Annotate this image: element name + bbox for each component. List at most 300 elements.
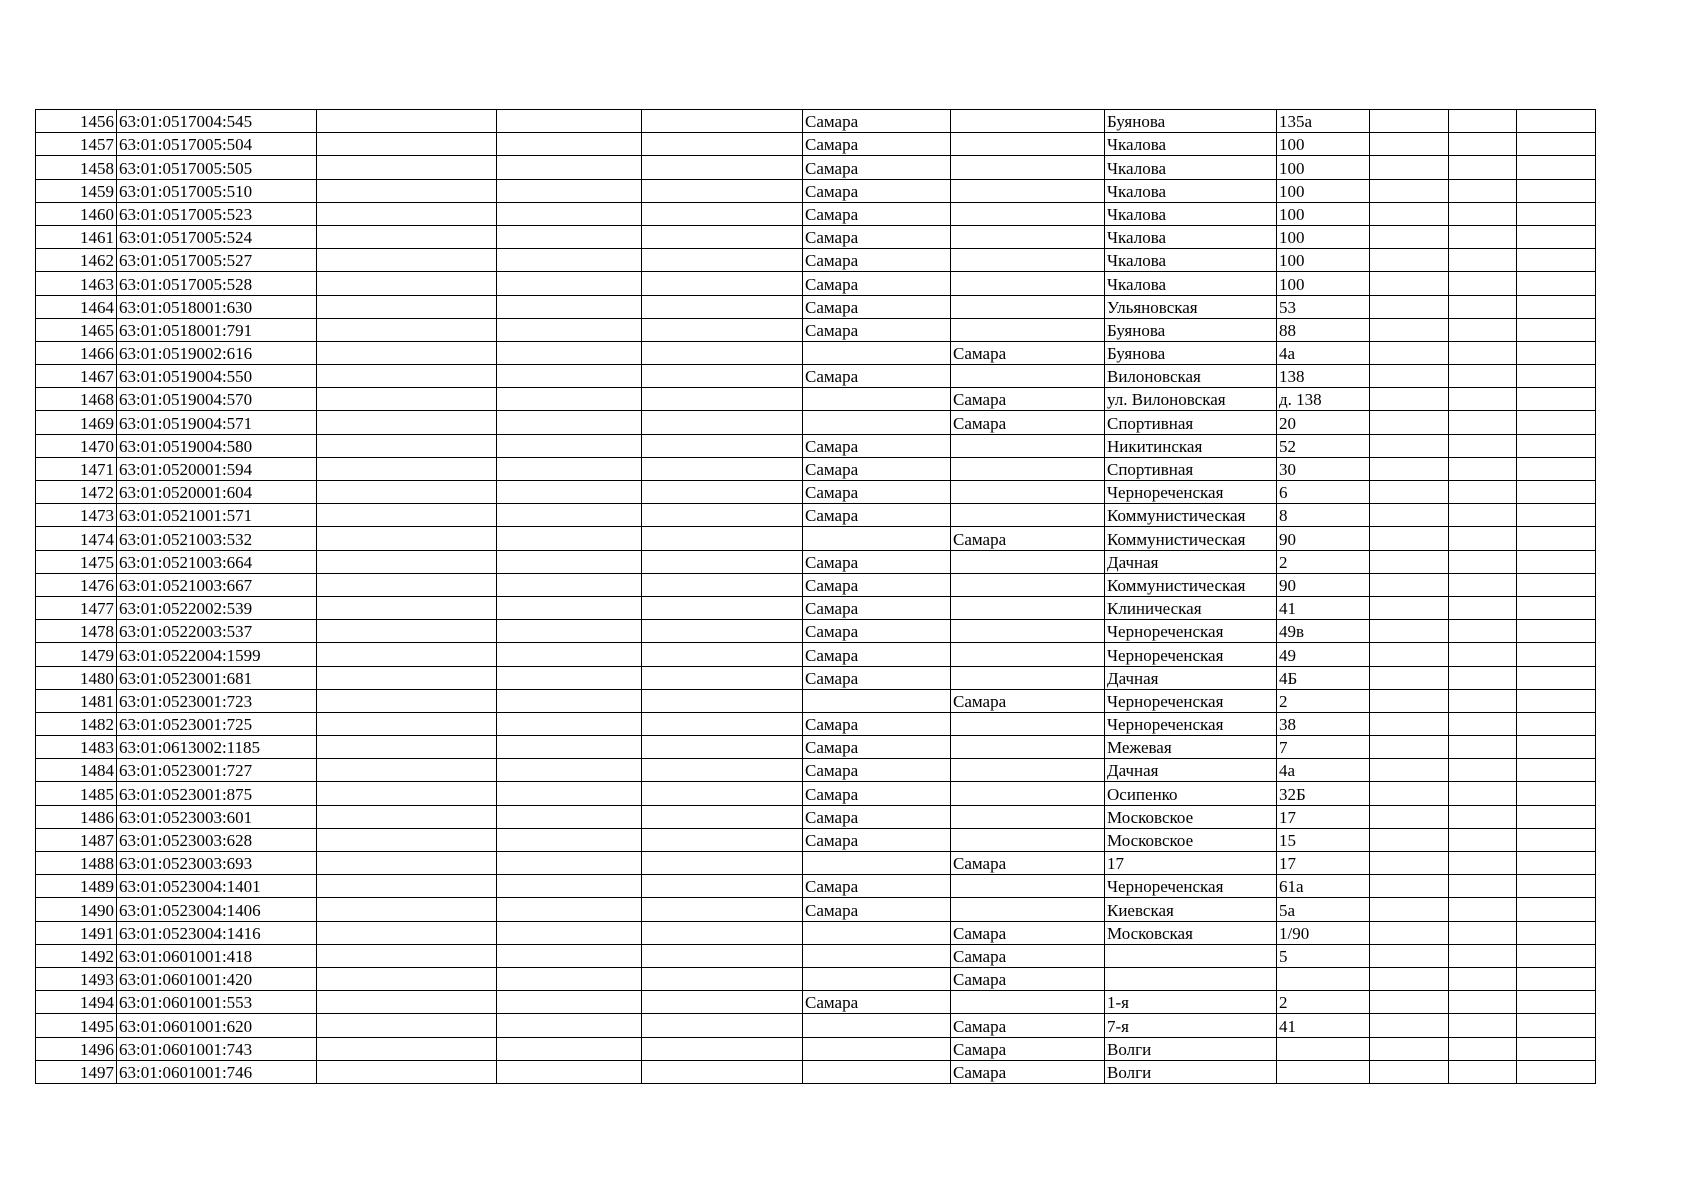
locality-cell: Самара — [951, 1060, 1105, 1083]
table-row — [36, 921, 1596, 944]
empty-cell-12 — [1517, 457, 1596, 480]
empty-cell-11 — [1449, 550, 1517, 573]
row-number-cell: 1456 — [36, 110, 117, 133]
city-cell: Самара — [803, 202, 951, 225]
empty-cell-4 — [497, 967, 642, 990]
empty-cell-10 — [1370, 272, 1449, 295]
locality-cell — [951, 875, 1105, 898]
empty-cell-12 — [1517, 295, 1596, 318]
empty-cell-5 — [642, 550, 803, 573]
empty-cell-12 — [1517, 249, 1596, 272]
empty-cell-4 — [497, 504, 642, 527]
empty-cell-4 — [497, 481, 642, 504]
row-number-cell: 1484 — [36, 759, 117, 782]
table-row — [36, 782, 1596, 805]
row-number-cell: 1467 — [36, 365, 117, 388]
empty-cell-11 — [1449, 318, 1517, 341]
table-row — [36, 272, 1596, 295]
row-number-cell: 1487 — [36, 828, 117, 851]
empty-cell-4 — [497, 596, 642, 619]
empty-cell-4 — [497, 527, 642, 550]
empty-cell-10 — [1370, 573, 1449, 596]
empty-cell-5 — [642, 782, 803, 805]
empty-cell-3 — [317, 712, 497, 735]
city-cell: Самара — [803, 434, 951, 457]
house-number-cell: 138 — [1277, 365, 1370, 388]
empty-cell-5 — [642, 596, 803, 619]
row-number-cell: 1469 — [36, 411, 117, 434]
city-cell: Самара — [803, 272, 951, 295]
empty-cell-11 — [1449, 852, 1517, 875]
locality-cell: Самара — [951, 944, 1105, 967]
table-row — [36, 133, 1596, 156]
empty-cell-3 — [317, 457, 497, 480]
cadastral-number-cell: 63:01:0518001:791 — [117, 318, 317, 341]
house-number-cell: 2 — [1277, 550, 1370, 573]
cadastral-number-cell: 63:01:0523003:693 — [117, 852, 317, 875]
row-number-cell: 1492 — [36, 944, 117, 967]
row-number-cell: 1459 — [36, 179, 117, 202]
empty-cell-10 — [1370, 852, 1449, 875]
empty-cell-4 — [497, 225, 642, 248]
empty-cell-4 — [497, 875, 642, 898]
empty-cell-3 — [317, 179, 497, 202]
house-number-cell: 17 — [1277, 852, 1370, 875]
table-row — [36, 434, 1596, 457]
table-row — [36, 689, 1596, 712]
empty-cell-5 — [642, 156, 803, 179]
row-number-cell: 1480 — [36, 666, 117, 689]
empty-cell-12 — [1517, 1014, 1596, 1037]
empty-cell-10 — [1370, 249, 1449, 272]
cadastral-number-cell: 63:01:0517005:505 — [117, 156, 317, 179]
empty-cell-12 — [1517, 875, 1596, 898]
empty-cell-11 — [1449, 504, 1517, 527]
empty-cell-5 — [642, 643, 803, 666]
locality-cell — [951, 179, 1105, 202]
street-cell: Чернореченская — [1105, 712, 1277, 735]
empty-cell-12 — [1517, 527, 1596, 550]
city-cell — [803, 1014, 951, 1037]
empty-cell-5 — [642, 341, 803, 364]
row-number-cell: 1488 — [36, 852, 117, 875]
empty-cell-10 — [1370, 967, 1449, 990]
empty-cell-5 — [642, 921, 803, 944]
locality-cell: Самара — [951, 967, 1105, 990]
city-cell: Самара — [803, 712, 951, 735]
house-number-cell: 100 — [1277, 272, 1370, 295]
table-row — [36, 179, 1596, 202]
empty-cell-3 — [317, 689, 497, 712]
empty-cell-3 — [317, 991, 497, 1014]
empty-cell-12 — [1517, 620, 1596, 643]
locality-cell — [951, 481, 1105, 504]
empty-cell-4 — [497, 365, 642, 388]
house-number-cell: 20 — [1277, 411, 1370, 434]
empty-cell-4 — [497, 133, 642, 156]
row-number-cell: 1474 — [36, 527, 117, 550]
city-cell: Самара — [803, 156, 951, 179]
empty-cell-11 — [1449, 1060, 1517, 1083]
cadastral-number-cell: 63:01:0523001:727 — [117, 759, 317, 782]
cadastral-number-cell: 63:01:0523004:1416 — [117, 921, 317, 944]
empty-cell-5 — [642, 388, 803, 411]
cadastral-number-cell: 63:01:0517005:528 — [117, 272, 317, 295]
cadastral-number-cell: 63:01:0521003:532 — [117, 527, 317, 550]
empty-cell-5 — [642, 1014, 803, 1037]
empty-cell-12 — [1517, 272, 1596, 295]
cadastral-number-cell: 63:01:0517005:504 — [117, 133, 317, 156]
cadastral-number-cell: 63:01:0519004:580 — [117, 434, 317, 457]
empty-cell-5 — [642, 365, 803, 388]
empty-cell-5 — [642, 852, 803, 875]
street-cell: Дачная — [1105, 759, 1277, 782]
empty-cell-10 — [1370, 736, 1449, 759]
row-number-cell: 1495 — [36, 1014, 117, 1037]
locality-cell: Самара — [951, 527, 1105, 550]
row-number-cell: 1463 — [36, 272, 117, 295]
table-row — [36, 225, 1596, 248]
empty-cell-12 — [1517, 411, 1596, 434]
row-number-cell: 1466 — [36, 341, 117, 364]
empty-cell-3 — [317, 318, 497, 341]
house-number-cell: 100 — [1277, 225, 1370, 248]
empty-cell-3 — [317, 388, 497, 411]
row-number-cell: 1497 — [36, 1060, 117, 1083]
street-cell: Буянова — [1105, 110, 1277, 133]
row-number-cell: 1461 — [36, 225, 117, 248]
empty-cell-4 — [497, 249, 642, 272]
empty-cell-10 — [1370, 666, 1449, 689]
empty-cell-10 — [1370, 388, 1449, 411]
empty-cell-3 — [317, 295, 497, 318]
empty-cell-10 — [1370, 411, 1449, 434]
empty-cell-11 — [1449, 944, 1517, 967]
street-cell: Чернореченская — [1105, 875, 1277, 898]
empty-cell-4 — [497, 341, 642, 364]
empty-cell-11 — [1449, 643, 1517, 666]
table-row — [36, 504, 1596, 527]
locality-cell: Самара — [951, 852, 1105, 875]
empty-cell-12 — [1517, 805, 1596, 828]
empty-cell-3 — [317, 527, 497, 550]
empty-cell-4 — [497, 898, 642, 921]
locality-cell: Самара — [951, 689, 1105, 712]
city-cell: Самара — [803, 643, 951, 666]
empty-cell-10 — [1370, 1060, 1449, 1083]
empty-cell-10 — [1370, 156, 1449, 179]
empty-cell-10 — [1370, 782, 1449, 805]
empty-cell-10 — [1370, 944, 1449, 967]
empty-cell-3 — [317, 504, 497, 527]
house-number-cell: 53 — [1277, 295, 1370, 318]
empty-cell-3 — [317, 272, 497, 295]
city-cell: Самара — [803, 805, 951, 828]
empty-cell-5 — [642, 967, 803, 990]
locality-cell: Самара — [951, 1037, 1105, 1060]
empty-cell-10 — [1370, 1014, 1449, 1037]
empty-cell-3 — [317, 620, 497, 643]
empty-cell-5 — [642, 457, 803, 480]
empty-cell-5 — [642, 295, 803, 318]
locality-cell — [951, 133, 1105, 156]
empty-cell-5 — [642, 573, 803, 596]
empty-cell-3 — [317, 921, 497, 944]
street-cell: Межевая — [1105, 736, 1277, 759]
street-cell — [1105, 944, 1277, 967]
table-row — [36, 736, 1596, 759]
house-number-cell: 32Б — [1277, 782, 1370, 805]
table-row — [36, 666, 1596, 689]
locality-cell — [951, 898, 1105, 921]
city-cell — [803, 411, 951, 434]
empty-cell-4 — [497, 110, 642, 133]
street-cell: Чернореченская — [1105, 481, 1277, 504]
city-cell: Самара — [803, 550, 951, 573]
empty-cell-4 — [497, 736, 642, 759]
empty-cell-12 — [1517, 341, 1596, 364]
empty-cell-5 — [642, 249, 803, 272]
empty-cell-3 — [317, 805, 497, 828]
empty-cell-12 — [1517, 596, 1596, 619]
empty-cell-10 — [1370, 110, 1449, 133]
empty-cell-3 — [317, 481, 497, 504]
empty-cell-11 — [1449, 666, 1517, 689]
city-cell: Самара — [803, 666, 951, 689]
street-cell: Дачная — [1105, 666, 1277, 689]
empty-cell-4 — [497, 1060, 642, 1083]
cadastral-number-cell: 63:01:0517005:510 — [117, 179, 317, 202]
locality-cell: Самара — [951, 341, 1105, 364]
empty-cell-10 — [1370, 341, 1449, 364]
empty-cell-4 — [497, 689, 642, 712]
locality-cell — [951, 295, 1105, 318]
empty-cell-11 — [1449, 712, 1517, 735]
cadastral-number-cell: 63:01:0519004:571 — [117, 411, 317, 434]
cadastral-number-cell: 63:01:0522004:1599 — [117, 643, 317, 666]
cadastral-number-cell: 63:01:0523004:1401 — [117, 875, 317, 898]
street-cell: Чкалова — [1105, 133, 1277, 156]
empty-cell-5 — [642, 736, 803, 759]
empty-cell-12 — [1517, 991, 1596, 1014]
house-number-cell: 49 — [1277, 643, 1370, 666]
empty-cell-12 — [1517, 782, 1596, 805]
empty-cell-3 — [317, 643, 497, 666]
empty-cell-11 — [1449, 620, 1517, 643]
empty-cell-12 — [1517, 481, 1596, 504]
table-row — [36, 1037, 1596, 1060]
empty-cell-11 — [1449, 388, 1517, 411]
house-number-cell: 2 — [1277, 991, 1370, 1014]
locality-cell — [951, 202, 1105, 225]
cadastral-number-cell: 63:01:0517005:524 — [117, 225, 317, 248]
city-cell — [803, 921, 951, 944]
empty-cell-5 — [642, 1060, 803, 1083]
empty-cell-11 — [1449, 365, 1517, 388]
locality-cell — [951, 318, 1105, 341]
empty-cell-10 — [1370, 202, 1449, 225]
empty-cell-5 — [642, 527, 803, 550]
empty-cell-3 — [317, 1060, 497, 1083]
empty-cell-4 — [497, 620, 642, 643]
locality-cell — [951, 643, 1105, 666]
city-cell — [803, 689, 951, 712]
empty-cell-3 — [317, 202, 497, 225]
row-number-cell: 1477 — [36, 596, 117, 619]
empty-cell-4 — [497, 852, 642, 875]
cadastral-number-cell: 63:01:0613002:1185 — [117, 736, 317, 759]
empty-cell-4 — [497, 1037, 642, 1060]
city-cell: Самара — [803, 991, 951, 1014]
empty-cell-10 — [1370, 875, 1449, 898]
empty-cell-10 — [1370, 643, 1449, 666]
empty-cell-4 — [497, 643, 642, 666]
locality-cell: Самара — [951, 1014, 1105, 1037]
empty-cell-10 — [1370, 898, 1449, 921]
locality-cell — [951, 712, 1105, 735]
empty-cell-12 — [1517, 712, 1596, 735]
house-number-cell: 100 — [1277, 133, 1370, 156]
city-cell: Самара — [803, 782, 951, 805]
cadastral-number-cell: 63:01:0521003:664 — [117, 550, 317, 573]
cadastral-number-cell: 63:01:0522002:539 — [117, 596, 317, 619]
empty-cell-11 — [1449, 225, 1517, 248]
cadastral-number-cell: 63:01:0523003:628 — [117, 828, 317, 851]
empty-cell-10 — [1370, 504, 1449, 527]
cadastral-number-cell: 63:01:0523001:725 — [117, 712, 317, 735]
table-row — [36, 1060, 1596, 1083]
cadastral-number-cell: 63:01:0601001:746 — [117, 1060, 317, 1083]
empty-cell-11 — [1449, 272, 1517, 295]
city-cell — [803, 944, 951, 967]
house-number-cell: 100 — [1277, 202, 1370, 225]
street-cell: Волги — [1105, 1060, 1277, 1083]
empty-cell-4 — [497, 411, 642, 434]
empty-cell-5 — [642, 481, 803, 504]
locality-cell: Самара — [951, 388, 1105, 411]
empty-cell-12 — [1517, 921, 1596, 944]
empty-cell-4 — [497, 318, 642, 341]
empty-cell-3 — [317, 365, 497, 388]
empty-cell-12 — [1517, 643, 1596, 666]
empty-cell-3 — [317, 596, 497, 619]
city-cell: Самара — [803, 318, 951, 341]
cadastral-number-cell: 63:01:0523001:723 — [117, 689, 317, 712]
street-cell: Дачная — [1105, 550, 1277, 573]
empty-cell-3 — [317, 944, 497, 967]
city-cell: Самара — [803, 225, 951, 248]
empty-cell-11 — [1449, 898, 1517, 921]
locality-cell: Самара — [951, 921, 1105, 944]
table-row — [36, 944, 1596, 967]
street-cell: Волги — [1105, 1037, 1277, 1060]
empty-cell-10 — [1370, 596, 1449, 619]
empty-cell-10 — [1370, 225, 1449, 248]
house-number-cell: 5а — [1277, 898, 1370, 921]
table-row — [36, 388, 1596, 411]
empty-cell-4 — [497, 573, 642, 596]
empty-cell-3 — [317, 736, 497, 759]
house-number-cell: 41 — [1277, 596, 1370, 619]
city-cell — [803, 341, 951, 364]
row-number-cell: 1475 — [36, 550, 117, 573]
locality-cell — [951, 596, 1105, 619]
row-number-cell: 1479 — [36, 643, 117, 666]
empty-cell-12 — [1517, 573, 1596, 596]
row-number-cell: 1476 — [36, 573, 117, 596]
row-number-cell: 1494 — [36, 991, 117, 1014]
cadastral-number-cell: 63:01:0517005:523 — [117, 202, 317, 225]
locality-cell — [951, 620, 1105, 643]
empty-cell-11 — [1449, 967, 1517, 990]
cadastral-number-cell: 63:01:0521003:667 — [117, 573, 317, 596]
street-cell: Вилоновская — [1105, 365, 1277, 388]
table-row — [36, 411, 1596, 434]
street-cell: Чкалова — [1105, 179, 1277, 202]
empty-cell-4 — [497, 828, 642, 851]
street-cell: Буянова — [1105, 341, 1277, 364]
empty-cell-11 — [1449, 341, 1517, 364]
street-cell: Коммунистическая — [1105, 573, 1277, 596]
empty-cell-4 — [497, 944, 642, 967]
empty-cell-12 — [1517, 1060, 1596, 1083]
empty-cell-12 — [1517, 828, 1596, 851]
house-number-cell: 41 — [1277, 1014, 1370, 1037]
empty-cell-5 — [642, 991, 803, 1014]
empty-cell-10 — [1370, 828, 1449, 851]
locality-cell — [951, 365, 1105, 388]
locality-cell — [951, 434, 1105, 457]
cadastral-number-cell: 63:01:0523001:681 — [117, 666, 317, 689]
row-number-cell: 1472 — [36, 481, 117, 504]
locality-cell — [951, 156, 1105, 179]
street-cell: Чернореченская — [1105, 620, 1277, 643]
house-number-cell: 30 — [1277, 457, 1370, 480]
empty-cell-3 — [317, 434, 497, 457]
empty-cell-5 — [642, 318, 803, 341]
empty-cell-3 — [317, 1037, 497, 1060]
street-cell: 17 — [1105, 852, 1277, 875]
table-row — [36, 852, 1596, 875]
empty-cell-4 — [497, 782, 642, 805]
empty-cell-11 — [1449, 1037, 1517, 1060]
house-number-cell: 15 — [1277, 828, 1370, 851]
empty-cell-12 — [1517, 550, 1596, 573]
empty-cell-5 — [642, 272, 803, 295]
city-cell: Самара — [803, 110, 951, 133]
empty-cell-10 — [1370, 527, 1449, 550]
empty-cell-5 — [642, 133, 803, 156]
empty-cell-11 — [1449, 179, 1517, 202]
house-number-cell: 2 — [1277, 689, 1370, 712]
city-cell: Самара — [803, 620, 951, 643]
table-row — [36, 620, 1596, 643]
empty-cell-12 — [1517, 852, 1596, 875]
empty-cell-12 — [1517, 202, 1596, 225]
empty-cell-10 — [1370, 318, 1449, 341]
city-cell: Самара — [803, 875, 951, 898]
empty-cell-10 — [1370, 1037, 1449, 1060]
empty-cell-10 — [1370, 805, 1449, 828]
empty-cell-5 — [642, 1037, 803, 1060]
house-number-cell: 6 — [1277, 481, 1370, 504]
empty-cell-4 — [497, 388, 642, 411]
empty-cell-4 — [497, 759, 642, 782]
city-cell — [803, 1037, 951, 1060]
house-number-cell: 1/90 — [1277, 921, 1370, 944]
empty-cell-11 — [1449, 434, 1517, 457]
cadastral-number-cell: 63:01:0523001:875 — [117, 782, 317, 805]
